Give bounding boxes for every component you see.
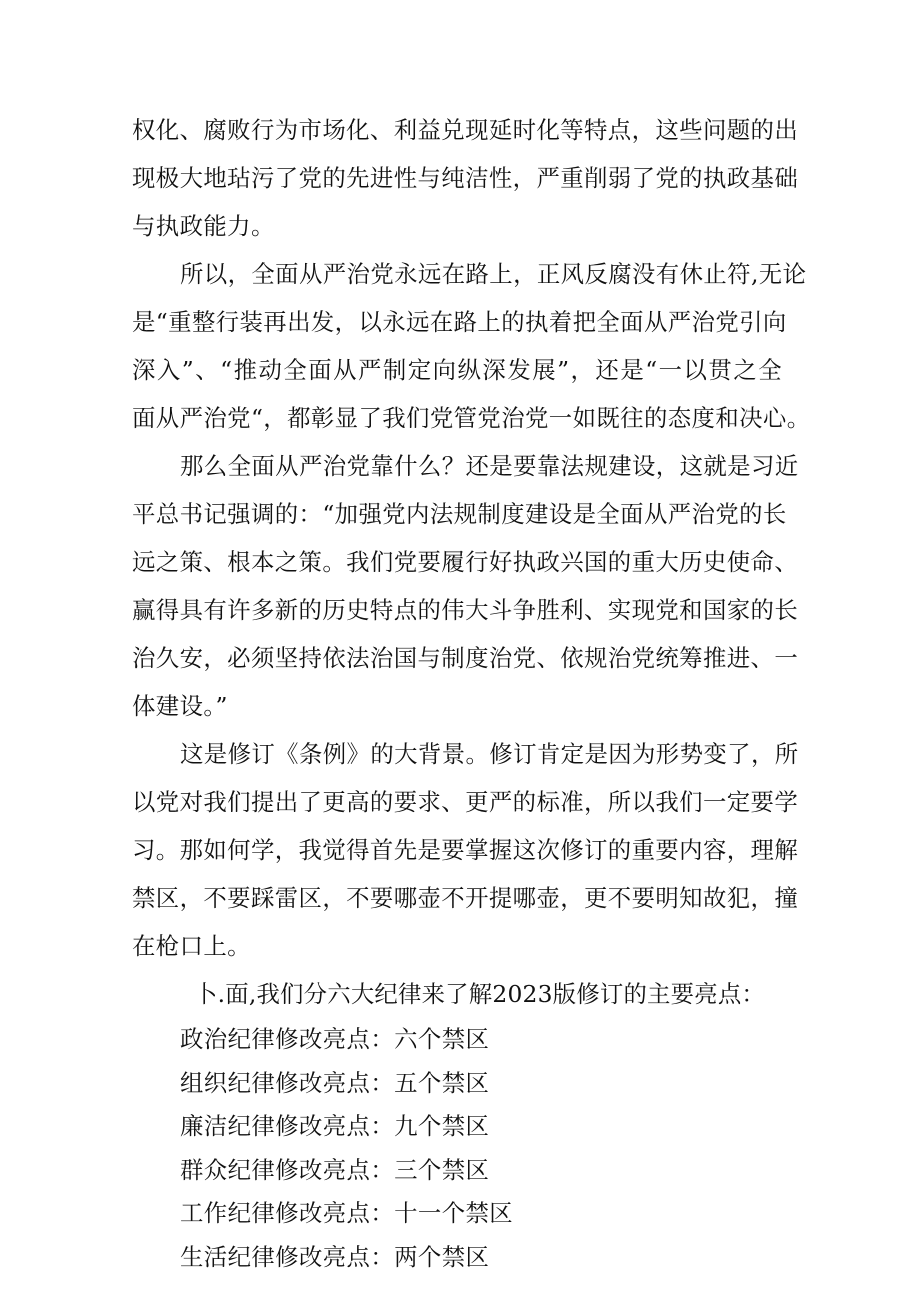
list-item: 群众纪律修改亮点：三个禁区 [180, 1155, 490, 1184]
paragraph-2 [132, 250, 811, 442]
text-line: 与执政能力。 [132, 212, 275, 240]
document-page [132, 106, 811, 1279]
list-item: 工作纪律修改亮点：十一个禁区 [180, 1199, 514, 1227]
text-line: 以党对我们提出了更高的要求、更严的标准，所以我们一定要学 [132, 788, 799, 816]
text-line: 治久安，必须坚持依法治国与制度治党、依规治党统筹推进、一 [132, 644, 799, 672]
text-line: 那么全面从严治党靠什么？还是要靠法规建设，这就是习近 [180, 452, 799, 480]
list-item: 组织纪律修改亮点：五个禁区 [180, 1068, 490, 1097]
text-line: 在枪口上。 [132, 932, 251, 960]
list-item: 廉洁纪律修改亮点：九个禁区 [180, 1112, 490, 1140]
text-line: 这是修订《条例》的大背景。修订肯定是因为形势变了，所 [180, 740, 799, 768]
discipline-list [132, 1018, 782, 1279]
text-line: 是“重整行装再出发，以永远在路上的执着把全面从严治党引向 [132, 308, 787, 336]
paragraph-3 [132, 442, 799, 730]
list-item: 生活纪律修改亮点：两个禁区 [180, 1242, 490, 1271]
text-line: 权化、腐败行为市场化、利益兑现延时化等特点，这些问题的出 [132, 116, 799, 144]
list-intro: 卜.面,我们分六大纪律来了解2023版修订的主要亮点： [194, 980, 765, 1008]
text-line: 所以，全面从严治党永远在路上，正风反腐没有休止符,无论 [180, 260, 807, 288]
text-line: 体建设。” [132, 692, 228, 720]
text-line: 深入”、“推动全面从严制定向纵深发展”，还是“一以贯之全 [132, 356, 782, 384]
paragraph-4 [132, 730, 799, 970]
text-line: 面从严治党“，都彰显了我们党管党治党一如既往的态度和决心。 [132, 404, 811, 432]
text-line: 现极大地玷污了党的先进性与纯洁性，严重削弱了党的执政基础 [132, 164, 799, 192]
text-line: 远之策、根本之策。我们党要履行好执政兴国的重大历史使命、 [132, 548, 799, 576]
text-line: 习。那如何学，我觉得首先是要掌握这次修订的重要内容，理解 [132, 836, 799, 864]
text-line: 平总书记强调的：“加强党内法规制度建设是全面从严治党的长 [132, 500, 787, 528]
text-line: 赢得具有许多新的历史特点的伟大斗争胜利、实现党和国家的长 [132, 596, 799, 624]
list-item: 政治纪律修改亮点：六个禁区 [180, 1025, 490, 1053]
paragraph-1 [132, 106, 799, 250]
text-line: 禁区，不要踩雷区，不要哪壶不开提哪壶，更不要明知故犯，撞 [132, 884, 799, 912]
